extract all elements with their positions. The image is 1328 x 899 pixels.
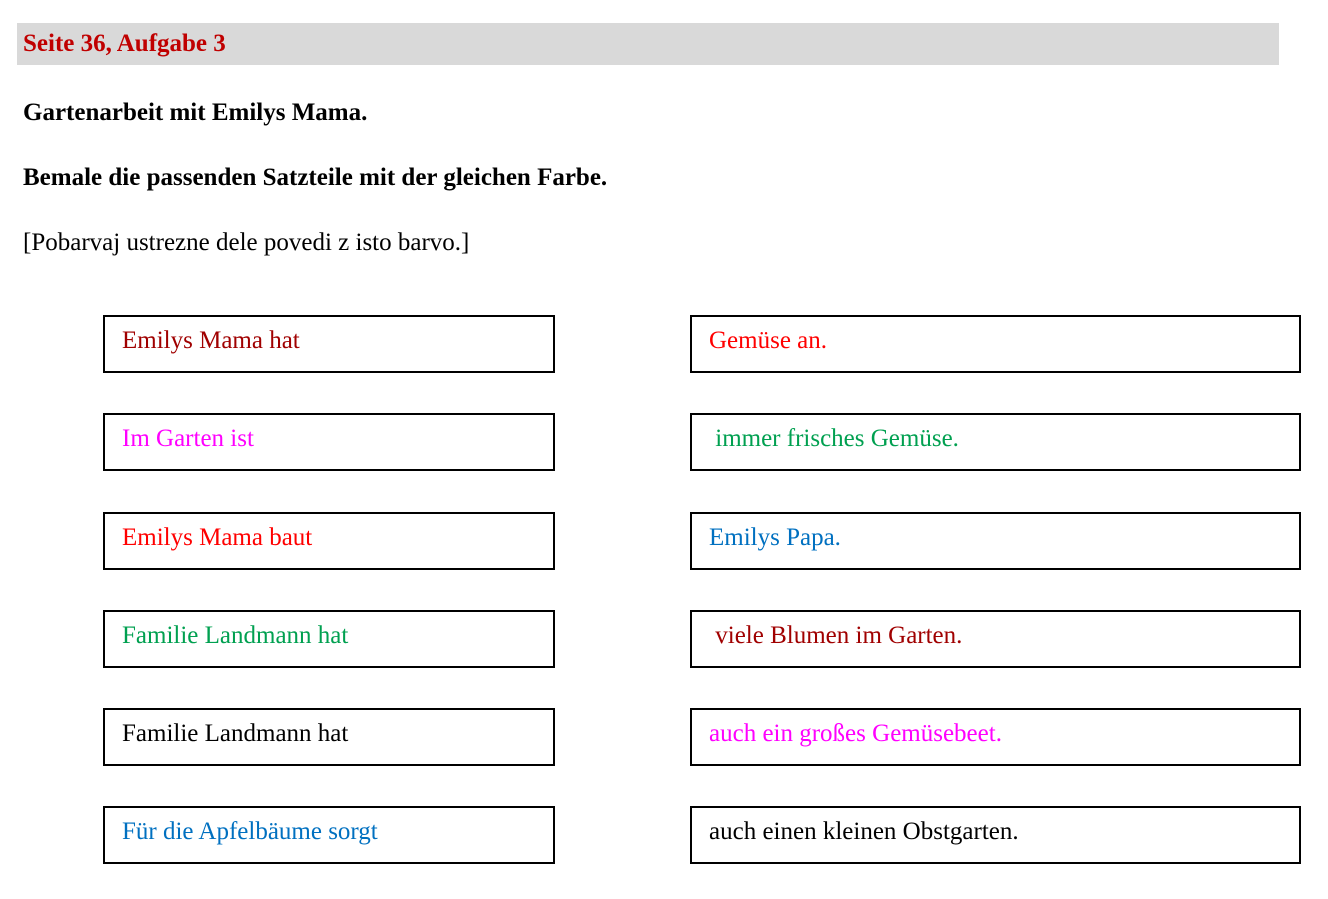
section-header-label: Seite 36, Aufgabe 3 [23,30,226,57]
right-sentence-part-6[interactable]: auch einen kleinen Obstgarten. [690,806,1301,864]
left-sentence-part-4[interactable]: Familie Landmann hat [103,610,555,668]
task-instruction: Bemale die passenden Satzteile mit der gleichen Farbe. [23,164,608,191]
left-sentence-part-5[interactable]: Familie Landmann hat [103,708,555,766]
right-sentence-part-3[interactable]: Emilys Papa. [690,512,1301,570]
task-translation: [Pobarvaj ustrezne dele povedi z isto barvo.] [23,229,470,256]
task-title: Gartenarbeit mit Emilys Mama. [23,99,368,126]
right-sentence-part-5[interactable]: auch ein großes Gemüsebeet. [690,708,1301,766]
left-sentence-part-6[interactable]: Für die Apfelbäume sorgt [103,806,555,864]
section-header [17,23,1279,65]
right-sentence-part-1[interactable]: Gemüse an. [690,315,1301,373]
right-sentence-part-2[interactable]: immer frisches Gemüse. [690,413,1301,471]
left-sentence-part-3[interactable]: Emilys Mama baut [103,512,555,570]
left-sentence-part-2[interactable]: Im Garten ist [103,413,555,471]
right-sentence-part-4[interactable]: viele Blumen im Garten. [690,610,1301,668]
left-sentence-part-1[interactable]: Emilys Mama hat [103,315,555,373]
